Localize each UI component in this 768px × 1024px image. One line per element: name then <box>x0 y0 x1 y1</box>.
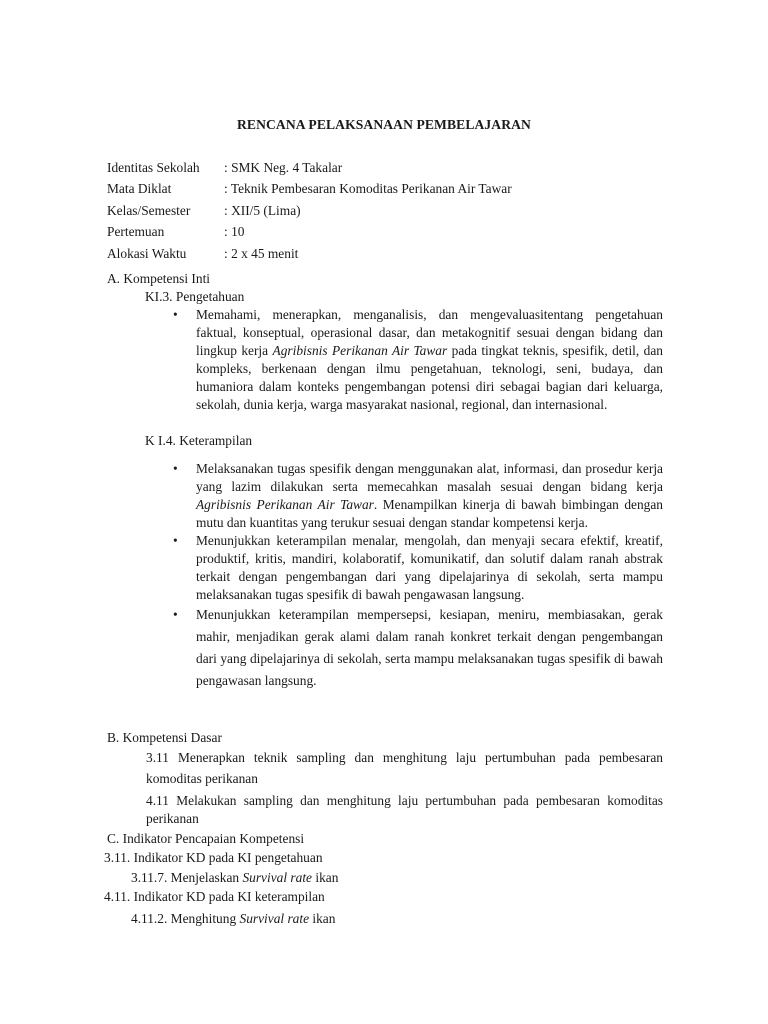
ki3-text-before: Memahami, menerapkan, menganalisis, dan mengevaluasitentang pengetahuan faktual, konseptual, operasional dasar, dan metakognitif sesuai dengan bidang dan lingkup kerja <box>196 307 663 358</box>
identity-value: : 2 x 45 menit <box>224 245 299 261</box>
bullet-icon: • <box>173 607 178 622</box>
section-b <box>107 729 663 828</box>
section-b-heading: B. Kompetensi Dasar <box>107 730 222 745</box>
list-item <box>107 532 663 604</box>
ki3-bullet-list <box>107 306 663 414</box>
page-title: RENCANA PELAKSANAAN PEMBELAJARAN <box>237 117 531 132</box>
identity-table <box>107 157 707 265</box>
ki4-bullet-list <box>107 460 663 692</box>
ki3-text-italic: Agribisnis Perikanan Air Tawar <box>272 343 448 358</box>
identity-row-time <box>107 243 707 265</box>
ki3-heading: KI.3. Pengetahuan <box>145 289 245 304</box>
ki4-heading: K I.4. Keterampilan <box>145 433 253 448</box>
section-c-heading: C. Indikator Pencapaian Kompetensi <box>107 831 305 846</box>
kd-3-11: 3.11 Menerapkan teknik sampling dan menghitung laju pertumbuhan pada pembesaran komoditas perikanan <box>146 750 663 786</box>
ki3-text-after: pada tingkat teknis, spesifik, detil, dan kompleks, berkenaan dengan ilmu pengetahuan, teknologi, seni, budaya, dan humaniora dalam konteks pengembangan potensi diri sebagai bagian dari keluarga, sekolah, dunia kerja, warga masyarakat nasional, regional, dan internasional. <box>196 343 663 412</box>
section-a <box>107 270 663 414</box>
identity-label: Kelas/Semester <box>107 202 191 218</box>
indicator-text: ikan <box>312 869 339 885</box>
identity-value: : SMK Neg. 4 Takalar <box>224 159 343 175</box>
indicator-4-11-2 <box>107 909 663 929</box>
ki4-b1-after: . Menampilkan kinerja di bawah bimbingan dengan mutu dan kuantitas yang terukur sesuai dengan standar kompetensi kerja. <box>196 497 663 530</box>
identity-label: Mata Diklat <box>107 181 172 197</box>
indicator-3-11-7 <box>107 868 663 888</box>
identity-value: : 10 <box>224 224 245 240</box>
identity-label: Pertemuan <box>107 224 165 240</box>
section-c <box>104 830 663 928</box>
bullet-icon: • <box>173 533 178 548</box>
identity-value: : Teknik Pembesaran Komoditas Perikanan Air Tawar <box>224 181 512 197</box>
ki4-list-block <box>107 460 663 692</box>
kd-4-11: 4.11 Melakukan sampling dan menghitung laju pertumbuhan pada pembesaran komoditas perikanan <box>146 793 663 826</box>
ki4-b1-before: Melaksanakan tugas spesifik dengan menggunakan alat, informasi, dan prosedur kerja yang lazim dilakukan serta memecahkan masalah sesuai dengan bidang kerja <box>196 461 663 494</box>
list-item <box>107 604 663 692</box>
identity-row-subject <box>107 179 707 201</box>
ki4-b3-text: Menunjukkan keterampilan mempersepsi, kesiapan, meniru, membiasakan, gerak mahir, menjadikan gerak alami dalam ranah konkret terkait dengan pengembangan dari yang dipelajarinya di sekolah, serta mampu melaksanakan tugas spesifik di bawah pengawasan langsung. <box>196 607 663 688</box>
indicator-text: ikan <box>309 910 336 926</box>
bullet-icon: • <box>173 307 178 322</box>
identity-row-class <box>107 200 707 222</box>
identity-label: Identitas Sekolah <box>107 159 200 175</box>
identity-row-school <box>107 157 707 179</box>
bullet-icon: • <box>173 461 178 476</box>
section-a-heading: A. Kompetensi Inti <box>107 271 211 286</box>
list-item <box>107 306 663 414</box>
identity-label: Alokasi Waktu <box>107 245 187 261</box>
indicator-3-11: 3.11. Indikator KD pada KI pengetahuan <box>104 850 323 865</box>
indicator-4-11: 4.11. Indikator KD pada KI keterampilan <box>104 889 325 904</box>
ki4-block <box>107 432 663 450</box>
identity-row-meeting <box>107 222 707 244</box>
ki4-b1-italic: Agribisnis Perikanan Air Tawar <box>196 497 374 512</box>
indicator-text: 4.11.2. Menghitung <box>131 910 240 926</box>
ki4-b2-text: Menunjukkan keterampilan menalar, mengolah, dan menyaji secara efektif, kreatif, produktif, kritis, mandiri, kolaboratif, komunikatif, dan solutif dalam ranah abstrak terkait dengan pengembangan dari yang dipelajarinya di sekolah, serta mampu melaksanakan tugas spesifik di bawah pengawasan langsung. <box>196 533 663 602</box>
identity-value: : XII/5 (Lima) <box>224 202 301 218</box>
indicator-italic: Survival rate <box>242 869 312 885</box>
list-item <box>107 460 663 532</box>
indicator-italic: Survival rate <box>239 910 310 926</box>
indicator-text: 3.11.7. Menjelaskan <box>131 869 243 885</box>
